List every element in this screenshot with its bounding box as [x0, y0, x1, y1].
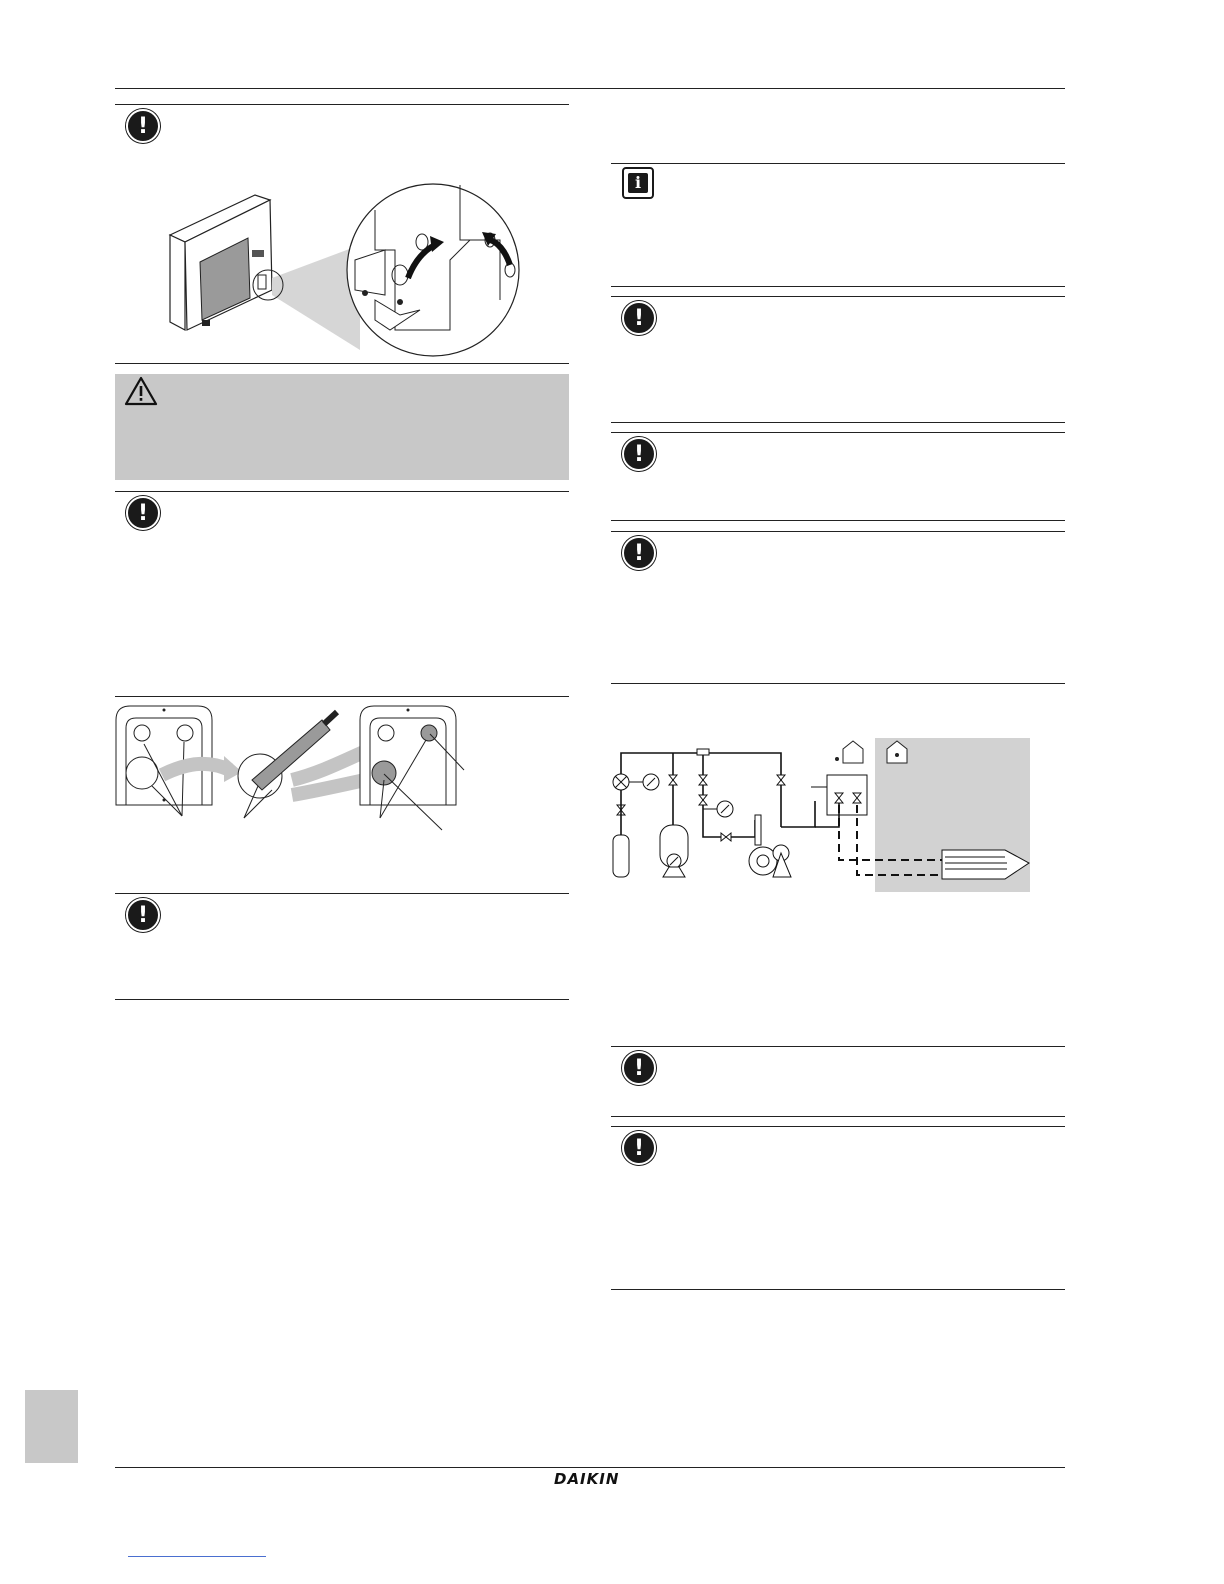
- exclamation-notice-icon: !: [622, 301, 656, 335]
- notice-r1-bottom-rule: [611, 422, 1065, 423]
- notice-r3-bottom-rule: [611, 683, 1065, 684]
- exclamation-notice-icon: !: [622, 1051, 656, 1085]
- warning-box: [115, 374, 569, 480]
- exclamation-notice-icon: !: [622, 437, 656, 471]
- notice-r4-top-rule: [611, 1046, 1065, 1047]
- exclamation-notice-icon: !: [622, 536, 656, 570]
- exclamation-notice-icon: !: [126, 109, 160, 143]
- notice-r2-bottom-rule: [611, 520, 1065, 521]
- knockout-hole-deburring-illustration: [112, 700, 472, 832]
- notice-1-top-rule: [115, 104, 569, 105]
- notice-2-top-rule: [115, 491, 569, 492]
- footer-rule: [115, 1467, 1065, 1468]
- side-chapter-tab: [25, 1390, 78, 1463]
- exclamation-notice-icon: !: [126, 496, 160, 530]
- notice-r5-bottom-rule: [611, 1289, 1065, 1290]
- notice-3-bottom-rule: [115, 999, 569, 1000]
- exclamation-notice-icon: !: [126, 898, 160, 932]
- header-rule: [115, 88, 1065, 89]
- notice-r3-top-rule: [611, 531, 1065, 532]
- info-icon: i: [622, 167, 654, 199]
- footer-link-underline[interactable]: [128, 1556, 266, 1557]
- notice-r2-top-rule: [611, 432, 1065, 433]
- brand-logo: DAIKIN: [554, 1470, 620, 1488]
- notice-2-bottom-rule: [115, 696, 569, 697]
- info-bottom-rule: [611, 286, 1065, 287]
- notice-3-top-rule: [115, 893, 569, 894]
- notice-r4-bottom-rule: [611, 1116, 1065, 1117]
- info-top-rule: [611, 163, 1065, 164]
- refrigerant-piping-diagram: [605, 735, 1035, 895]
- notice-r1-top-rule: [611, 296, 1065, 297]
- exclamation-notice-icon: !: [622, 1131, 656, 1165]
- warning-triangle-icon: [124, 376, 158, 406]
- outdoor-unit-illustration: [160, 180, 530, 358]
- notice-1-bottom-rule: [115, 363, 569, 364]
- notice-r5-top-rule: [611, 1126, 1065, 1127]
